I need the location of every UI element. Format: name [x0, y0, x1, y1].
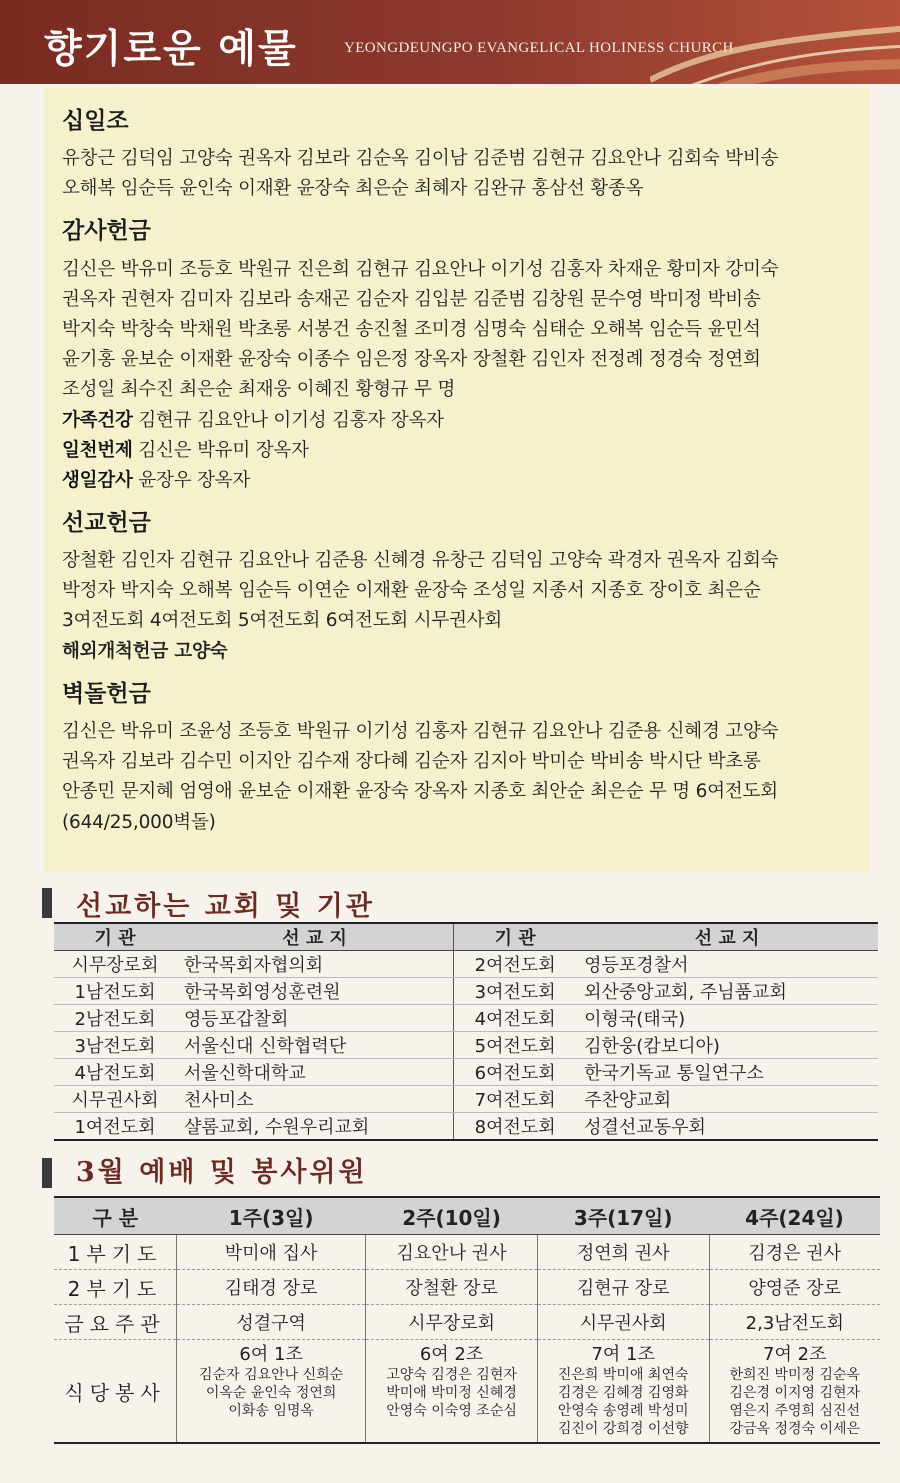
tithe-heading: 십일조 — [62, 108, 129, 134]
page-header — [0, 0, 900, 84]
mission-line: 장철환 김인자 김현규 김요안나 김준용 신혜경 유창근 김덕임 고양숙 곽경자 권옥자 김회숙 — [62, 550, 779, 571]
organization-cell: 3남전도회 — [54, 1032, 176, 1059]
table-row — [54, 1366, 880, 1443]
organization-cell: 7여전도회 — [454, 1086, 577, 1113]
church-name: YEONGDEUNGPO EVANGELICAL HOLINESS CHURCH — [344, 40, 734, 56]
daily-offering-label: 일천번제 — [62, 440, 133, 461]
dining-names-line: 안영숙 송영례 박성미 — [557, 1403, 689, 1419]
organization-cell: 8여전도회 — [454, 1113, 577, 1141]
column-header: 4주(24일) — [709, 1197, 880, 1235]
table-row — [54, 1340, 880, 1367]
table-row — [54, 1113, 878, 1141]
table-row — [54, 1059, 878, 1086]
organization-cell: 2남전도회 — [54, 1005, 176, 1032]
organization-cell: 1여전도회 — [54, 1113, 176, 1141]
assignment-cell: 2,3남전도회 — [709, 1305, 880, 1340]
mission-field-cell: 김한웅(캄보디아) — [576, 1032, 878, 1059]
assignment-cell: 김현규 장로 — [537, 1270, 709, 1305]
table-row — [54, 1032, 878, 1059]
brick-line: 안종민 문지혜 엄영애 윤보순 이재환 윤장숙 장옥자 지종호 최안순 최은순 무 명 6여전도회 — [62, 781, 778, 802]
organization-cell: 3여전도회 — [454, 978, 577, 1005]
family-health-label: 가족건강 — [62, 410, 133, 431]
assignment-cell: 김요안나 권사 — [366, 1235, 538, 1270]
table-row — [54, 951, 878, 978]
table-row — [54, 978, 878, 1005]
organization-cell: 4여전도회 — [454, 1005, 577, 1032]
dining-names-cell — [177, 1366, 366, 1443]
mission-field-cell: 영등포갑찰회 — [176, 1005, 454, 1032]
organization-cell: 5여전도회 — [454, 1032, 577, 1059]
thanks-line: 윤기홍 윤보순 이재환 윤장숙 이종수 임은정 장옥자 장철환 김인자 전정례 정경숙 정연희 — [62, 349, 761, 370]
organization-cell: 6여전도회 — [454, 1059, 577, 1086]
assignment-cell: 시무장로회 — [366, 1305, 538, 1340]
mission-field-cell: 한국기독교 통일연구소 — [576, 1059, 878, 1086]
mission-line: 박정자 박지숙 오해복 임순득 이연순 이재환 윤장숙 조성일 지종서 지종호 장이호 최은순 — [62, 580, 761, 601]
assignment-cell: 장철환 장로 — [366, 1270, 538, 1305]
section-bar — [42, 1158, 52, 1188]
row-label: 1부기도 — [54, 1235, 177, 1270]
dining-names-line: 김순자 김요안나 신희순 — [199, 1367, 344, 1383]
dining-names-line: 박미애 박미정 신혜경 — [386, 1385, 517, 1401]
assignment-cell: 양영준 장로 — [709, 1270, 880, 1305]
assignment-cell: 시무권사회 — [537, 1305, 709, 1340]
row-label: 식당봉사 — [54, 1340, 177, 1444]
dining-group-cell: 6여 2조 — [366, 1340, 538, 1367]
mission-field-cell: 이형국(태국) — [576, 1005, 878, 1032]
overseas-offering: 해외개척헌금 고양숙 — [62, 641, 228, 662]
column-header: 기 관 — [454, 923, 577, 951]
mission-line: 3여전도회 4여전도회 5여전도회 6여전도회 시무권사회 — [62, 610, 503, 631]
row-label: 금요주관 — [54, 1305, 177, 1340]
assignment-cell: 성결구역 — [177, 1305, 366, 1340]
organization-cell: 시무장로회 — [54, 951, 176, 978]
dining-names-line: 이옥순 윤인숙 정연희 — [205, 1385, 337, 1401]
column-header: 1주(3일) — [177, 1197, 366, 1235]
assignment-cell: 김태경 장로 — [177, 1270, 366, 1305]
thanks-line: 권옥자 권현자 김미자 김보라 송재곤 김순자 김입분 김준범 김창원 문수영 박미정 박비송 — [62, 289, 761, 310]
organization-cell: 4남전도회 — [54, 1059, 176, 1086]
row-label: 2부기도 — [54, 1270, 177, 1305]
mission-heading: 선교헌금 — [62, 510, 151, 536]
dining-names-line: 진은희 박미애 최연숙 — [557, 1367, 689, 1383]
mission-field-cell: 성결선교동우회 — [576, 1113, 878, 1141]
birthday-line — [62, 466, 250, 492]
brick-line: 권옥자 김보라 김수민 이지안 김수재 장다혜 김순자 김지아 박미순 박비송 박시단 박초롱 — [62, 751, 761, 772]
column-header: 구 분 — [54, 1197, 177, 1235]
dining-names-line: 고양숙 김경은 김현자 — [386, 1367, 517, 1383]
table-row — [54, 1270, 880, 1305]
dining-names-line: 한희진 박미정 김순옥 — [729, 1367, 861, 1383]
column-header: 선 교 지 — [176, 923, 454, 951]
dining-group-cell: 6여 1조 — [177, 1340, 366, 1367]
page-title: 향기로운 예물 — [44, 27, 298, 72]
mission-field-cell: 영등포경찰서 — [576, 951, 878, 978]
missions-title: 선교하는 교회 및 기관 — [76, 891, 375, 922]
mission-field-cell: 샬롬교회, 수원우리교회 — [176, 1113, 454, 1141]
missions-table — [54, 922, 878, 1141]
assignment-cell: 정연희 권사 — [537, 1235, 709, 1270]
thanks-line: 박지숙 박창숙 박채원 박초롱 서봉건 송진철 조미경 심명숙 심태순 오해복 임순득 윤민석 — [62, 319, 761, 340]
brick-line: 김신은 박유미 조윤성 조등호 박원규 이기성 김홍자 김현규 김요안나 김준용 신혜경 고양숙 — [62, 721, 779, 742]
column-header: 기 관 — [54, 923, 176, 951]
birthday-label: 생일감사 — [62, 470, 133, 491]
tithe-line: 오해복 임순득 윤인숙 이재환 윤장숙 최은순 최혜자 김완규 홍삼선 황종옥 — [62, 178, 644, 199]
mission-field-cell: 한국목회영성훈련원 — [176, 978, 454, 1005]
tithe-line: 유창근 김덕임 고양숙 권옥자 김보라 김순옥 김이남 김준범 김현규 김요안나 김회숙 박비송 — [62, 148, 779, 169]
dining-group-cell: 7여 1조 — [537, 1340, 709, 1367]
table-row — [54, 1235, 880, 1270]
mission-field-cell: 주찬양교회 — [576, 1086, 878, 1113]
dining-names-cell — [366, 1366, 538, 1443]
section-bar — [42, 888, 52, 918]
brick-heading: 벽돌헌금 — [62, 681, 151, 707]
ribbon-decoration — [650, 10, 900, 84]
dining-names-cell — [709, 1366, 880, 1443]
brick-count: (644/25,000벽돌) — [62, 812, 216, 833]
mission-field-cell: 천사미소 — [176, 1086, 454, 1113]
table-row — [54, 1086, 878, 1113]
thanks-line: 김신은 박유미 조등호 박원규 진은희 김현규 김요안나 이기성 김홍자 차재운 황미자 강미숙 — [62, 259, 779, 280]
family-health-names: 김현규 김요안나 이기성 김홍자 장옥자 — [138, 410, 444, 431]
dining-group-cell: 7여 2조 — [709, 1340, 880, 1367]
thanks-line: 조성일 최수진 최은순 최재웅 이혜진 황형규 무 명 — [62, 379, 456, 400]
mission-field-cell: 외산중앙교회, 주님품교회 — [576, 978, 878, 1005]
dining-names-line: 김경은 김혜경 김영화 — [557, 1385, 689, 1401]
dining-names-line: 김진이 강희경 이선향 — [557, 1421, 689, 1437]
mission-field-cell: 서울신대 신학협력단 — [176, 1032, 454, 1059]
dining-names-line: 염은지 주영희 심진선 — [729, 1403, 861, 1419]
thanks-heading: 감사헌금 — [62, 218, 151, 244]
service-title: 3월 예배 및 봉사위원 — [76, 1157, 368, 1188]
table-row — [54, 1005, 878, 1032]
dining-names-line: 강금옥 정경숙 이세은 — [729, 1421, 861, 1437]
column-header: 3주(17일) — [537, 1197, 709, 1235]
birthday-names: 윤장우 장옥자 — [138, 470, 251, 491]
service-table — [54, 1196, 880, 1444]
dining-names-cell — [537, 1366, 709, 1443]
organization-cell: 시무권사회 — [54, 1086, 176, 1113]
column-header: 선 교 지 — [576, 923, 878, 951]
assignment-cell: 박미애 집사 — [177, 1235, 366, 1270]
assignment-cell: 김경은 권사 — [709, 1235, 880, 1270]
daily-offering-line — [62, 436, 309, 462]
mission-field-cell: 서울신학대학교 — [176, 1059, 454, 1086]
dining-names-line: 안영숙 이숙영 조순심 — [386, 1403, 517, 1419]
table-row — [54, 1305, 880, 1340]
organization-cell: 1남전도회 — [54, 978, 176, 1005]
dining-names-line: 이화송 임명옥 — [228, 1403, 314, 1419]
column-header: 2주(10일) — [366, 1197, 538, 1235]
daily-offering-names: 김신은 박유미 장옥자 — [138, 440, 309, 461]
family-health-line — [62, 406, 444, 432]
mission-field-cell: 한국목회자협의회 — [176, 951, 454, 978]
organization-cell: 2여전도회 — [454, 951, 577, 978]
dining-names-line: 김은경 이지영 김현자 — [729, 1385, 861, 1401]
